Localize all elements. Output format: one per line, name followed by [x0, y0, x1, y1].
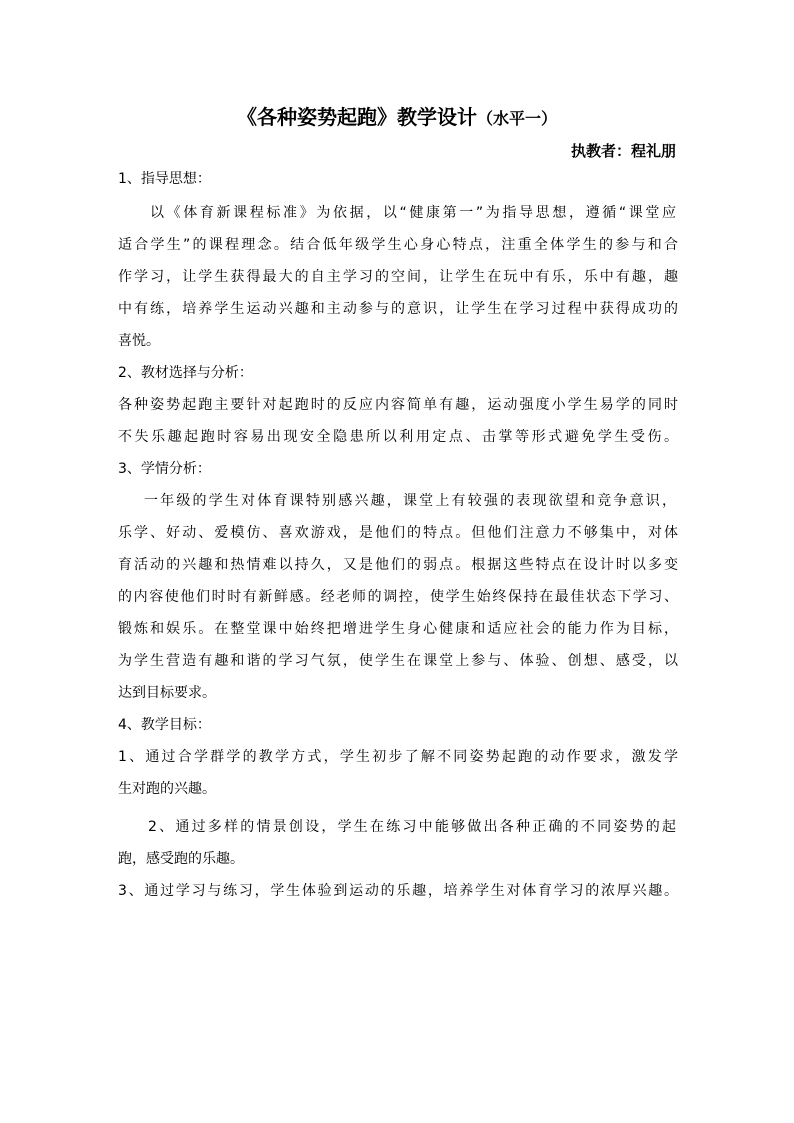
goal-line: 跑，感受跑的乐趣。: [118, 851, 244, 867]
author-line: 执教者：程礼朋: [570, 142, 676, 160]
paragraph-line: 作学习，让学生获得最大的自主学习的空间，让学生在玩中有乐，乐中有趣，趣: [118, 269, 678, 285]
paragraph-line: 中有练，培养学生运动兴趣和主动参与的意识，让学生在学习过程中获得成功的: [118, 301, 678, 317]
paragraph-line: 锻炼和娱乐。在整堂课中始终把增进学生身心健康和适应社会的能力作为目标，: [118, 621, 678, 637]
paragraph-line: 一年级的学生对体育课特别感兴趣，课堂上有较强的表现欲望和竞争意识，: [144, 493, 676, 509]
goal-line: 3、通过学习与练习，学生体验到运动的乐趣，培养学生对体育学习的浓厚兴趣。: [118, 883, 678, 899]
paragraph-line: 的内容使他们时时有新鲜感。经老师的调控，使学生始终保持在最佳状态下学习、: [118, 589, 678, 605]
paragraph-line: 为学生营造有趣和谐的学习气氛，使学生在课堂上参与、体验、创想、感受，以: [118, 653, 678, 669]
paragraph-line: 育活动的兴趣和热情难以持久，又是他们的弱点。根据这些特点在设计时以多变: [118, 557, 678, 573]
heading-material-analysis: 2、教材选择与分析：: [118, 365, 253, 381]
heading-teaching-goals: 4、教学目标：: [118, 717, 211, 733]
paragraph-line: 不失乐趣起跑时容易出现安全隐患所以利用定点、击掌等形式避免学生受伤。: [118, 429, 678, 445]
paragraph-line: 以《体育新课程标准》为依据，以“健康第一”为指导思想，遵循“课堂应: [150, 205, 676, 221]
paragraph-line: 达到目标要求。: [118, 685, 216, 701]
goal-line: 2、通过多样的情景创设，学生在练习中能够做出各种正确的不同姿势的起: [148, 819, 676, 835]
paragraph-line: 适合学生”的课程理念。结合低年级学生心身心特点，注重全体学生的参与和合: [118, 237, 678, 253]
paragraph-line: 各种姿势起跑主要针对起跑时的反应内容简单有趣，运动强度小学生易学的同时: [118, 397, 678, 413]
title-main: 《各种姿势起跑》教学设计: [236, 105, 477, 129]
heading-student-analysis: 3、学情分析：: [118, 461, 211, 477]
title-level: （水平一）: [476, 109, 557, 128]
document-title: [0, 103, 794, 133]
goal-line: 1、通过合学群学的教学方式，学生初步了解不同姿势起跑的动作要求，激发学: [118, 749, 678, 765]
goal-line: 生对跑的兴趣。: [118, 781, 216, 797]
heading-guiding-idea: 1、指导思想：: [118, 171, 211, 187]
paragraph-line: 喜悦。: [118, 333, 160, 349]
paragraph-line: 乐学、好动、爱模仿、喜欢游戏，是他们的特点。但他们注意力不够集中，对体: [118, 525, 678, 541]
